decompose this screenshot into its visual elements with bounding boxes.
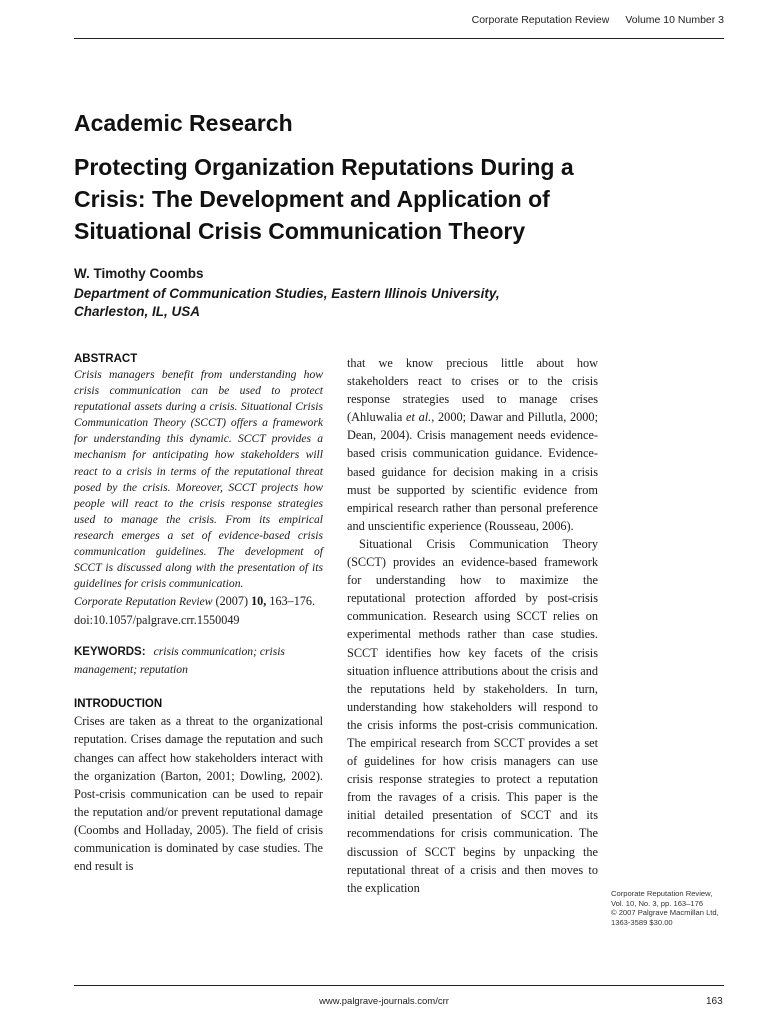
keywords <box>74 643 323 678</box>
introduction-paragraph: Crises are taken as a threat to the organizational reputation. Crises damage the reputation and such changes can affect how stakeholders interact with the organization (Barton, 2001; Dowling, 2002). Post-crisis communication can be used to repair the reputation and/or prevent reputational damage (Coombs and Holladay, 2005). The field of crisis communication is dominated by case studies. The end result is <box>74 714 323 874</box>
right-column <box>347 354 598 897</box>
running-header-volume: Volume 10 Number 3 <box>625 14 724 26</box>
citation-doi: doi:10.1057/palgrave.crr.1550049 <box>74 613 240 628</box>
right-paragraph-1 <box>347 354 598 535</box>
keywords-label: KEYWORDS: <box>74 646 146 659</box>
citation <box>74 592 323 629</box>
running-header <box>472 14 724 26</box>
keywords-text: crisis communication; crisis management; reputation <box>74 645 285 677</box>
footer-rule <box>74 985 724 986</box>
margin-note-line-4: 1363-3589 $30.00 <box>611 917 673 927</box>
section-label: Academic Research <box>74 110 293 136</box>
header-rule <box>74 38 724 39</box>
citation-pages: 163–176. <box>269 594 316 609</box>
running-header-journal: Corporate Reputation Review <box>471 14 610 26</box>
footer-url[interactable]: www.palgrave-journals.com/crr <box>319 996 449 1007</box>
citation-volume: 10, <box>251 594 267 609</box>
abstract-heading: ABSTRACT <box>74 353 138 365</box>
margin-note-line-2: Vol. 10, No. 3, pp. 163–176 <box>611 898 704 908</box>
right-paragraph-1-etal: et al. <box>406 410 432 425</box>
citation-year: (2007) <box>215 594 249 609</box>
citation-journal: Corporate Reputation Review <box>74 595 213 609</box>
abstract-text: Crisis managers benefit from understanding how crisis communication can be used to protect reputational assets during a crisis. Situational Crisis Communication Theory (SCCT) offers a framework for understanding this dynamic. SCCT provides a mechanism for anticipating how stakeholders will react to a crisis in terms of the reputational threat posed by the crisis. Moreover, SCCT projects how people will react to the crisis response strategies used to manage the crisis. From its empirical research emerges a set of evidence-based crisis communication guidelines. The development of SCCT is discussed along with the presentation of its guidelines for crisis communication. <box>74 368 323 591</box>
left-column <box>74 352 323 875</box>
page-number: 163 <box>706 996 723 1007</box>
margin-note-line-3: © 2007 Palgrave Macmillan Ltd, <box>611 908 719 918</box>
right-paragraph-2: Situational Crisis Communication Theory (SCCT) provides an evidence-based framework for understanding how to maximize the reputational protection afforded by post-crisis communication. Research using SCCT relies on experimental methods rather than case studies. SCCT identifies how key facets of the crisis situation influence attributions about the crisis and the reputations held by stakeholders. In turn, understanding how stakeholders will respond to the crisis informs the post-crisis communication. The empirical research from SCCT provides a set of guidelines for how crisis managers can use crisis response strategies to protect a reputation from the ravages of a crisis. This paper is the initial detailed presentation of SCCT and its recommendations for crisis communication. The discussion of SCCT begins by unpacking the reputational threat of a crisis and then moves to the explication <box>347 536 598 895</box>
margin-note-line-1: Corporate Reputation Review, <box>611 889 713 898</box>
author-affiliation: Department of Communication Studies, Eastern Illinois University, Charleston, IL, USA <box>74 286 500 319</box>
right-paragraph-1-part1: that we know precious little about how stakeholders react to crises or to the crisis response strategies used to manage crises (Ahluwalia <box>347 356 598 425</box>
right-paragraph-1-part2: , 2000; Dawar and Pillutla, 2000; Dean, 2004). Crisis management needs evidence-based crisis communication guidance. Evidence-based guidance for decision making in a crisis must be supported by scientific evidence from empirical research rather than personal preference and unscientific experience (Rousseau, 2006). <box>347 410 598 533</box>
article-title: Protecting Organization Reputations During a Crisis: The Development and Application of Situational Crisis Communication Theory <box>74 154 574 244</box>
author-name: W. Timothy Coombs <box>74 266 204 281</box>
publication-margin-note <box>611 889 741 927</box>
introduction-heading: INTRODUCTION <box>74 698 163 711</box>
